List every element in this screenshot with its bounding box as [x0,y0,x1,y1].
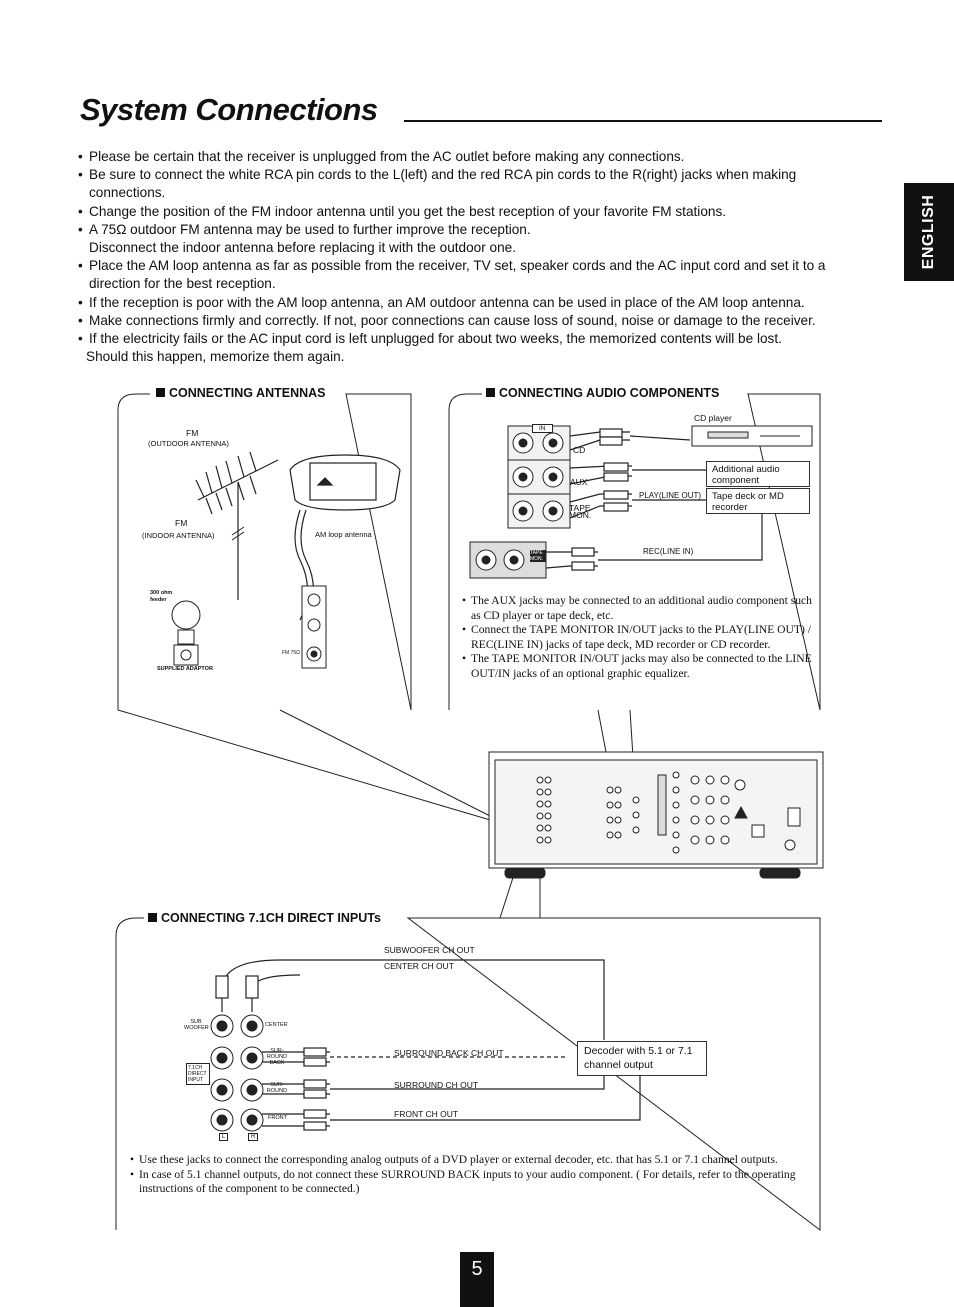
direct-notes [130,1153,798,1197]
surround-back-out-label: SURROUND BACK CH OUT [394,1048,504,1058]
zoom-line [280,710,502,822]
r-channel-label: R [248,1133,258,1141]
intro-bullet: • Be sure to connect the white RCA pin cords to the L(left) and the red RCA pin cords to the R(right) jacks when making connections. [78,166,868,202]
audio-jack-panel [470,426,570,578]
adaptor-label: SUPPLIED ADAPTOR [157,666,213,672]
play-line-out-label: PLAY(LINE OUT) [639,491,702,500]
fm-outdoor-sublabel: (OUTDOOR ANTENNA) [148,439,229,448]
sur-back-jack-label: SUR-ROUND BACK [266,1048,288,1066]
front-jack-label: FRONT [268,1115,287,1121]
subwoofer-out-label: SUBWOOFER CH OUT [384,945,475,955]
cd-jack-label: CD [573,445,586,455]
intro-bullet: • If the electricity fails or the AC input cord is left unplugged for about two weeks, the memorized contents will be lost. [78,330,868,348]
am-loop-label: AM loop antenna [315,530,372,539]
heading-text: CONNECTING ANTENNAS [169,386,326,400]
l-channel-label: L [219,1133,228,1141]
section-heading-antennas [152,386,329,400]
fm-indoor-label: FM [175,518,188,528]
front-out-label: FRONT CH OUT [394,1109,459,1119]
feeder-label: 300 ohm feeder [150,590,173,603]
decoder-box: Decoder with 5.1 or 7.1 channel output [577,1041,707,1076]
fm75-label: FM 75Ω [282,650,300,656]
direct-input-jacks [211,1015,263,1131]
audio-notes [462,594,812,682]
language-tab-label: ENGLISH [920,194,937,270]
tape-mon-out-label: TAPE MON. [530,550,546,562]
direct-note: • In case of 5.1 channel outputs, do not connect these SURROUND BACK inputs to your audio component. ( For details, refer to the operating instructions of the component to be connected.) [130,1168,798,1197]
audio-note: • Connect the TAPE MONITOR IN/OUT jacks to the PLAY(LINE OUT) / REC(LINE IN) jacks of tape deck, MD recorder or CD recorder. [462,623,812,652]
heading-square-icon [156,388,165,397]
additional-component-box: Additional audio component [706,461,810,487]
receiver-rear-illustration [489,752,823,878]
surround-jack-label: SUR-ROUND [266,1082,288,1094]
tape-mon-jack-label: TAPE MON. [569,503,592,520]
cd-player-label: CD player [694,413,732,423]
sub-woofer-jack-label: SUB WOOFER [184,1019,209,1031]
intro-bullet: • A 75Ω outdoor FM antenna may be used to further improve the reception. [78,221,868,239]
intro-bullet: • If the reception is poor with the AM loop antenna, an AM outdoor antenna can be used in place of the AM loop antenna. [78,294,868,312]
heading-text: CONNECTING 7.1CH DIRECT INPUTs [161,911,381,925]
intro-bullet-continuation: Should this happen, memorize them again. [86,349,345,365]
rec-line-in-label: REC(LINE IN) [643,547,694,556]
fm-indoor-sublabel: (INDOOR ANTENNA) [142,531,215,540]
audio-note: • The TAPE MONITOR IN/OUT jacks may also be connected to the LINE OUT/IN jacks of an optional graphic equalizer. [462,652,812,681]
section-heading-direct [144,911,385,925]
center-out-label: CENTER CH OUT [384,961,454,971]
aux-jack-label: AUX [570,477,588,487]
intro-bullet: • Place the AM loop antenna as far as possible from the receiver, TV set, speaker cords and the AC input cord and set it to a direction for the best reception. [78,257,868,293]
center-jack-label: CENTER [265,1022,288,1028]
page-title: System Connections [80,92,378,127]
antenna-terminal [302,586,326,668]
fm-outdoor-antenna [196,452,278,600]
feeder-wire [172,527,244,665]
heading-square-icon [148,913,157,922]
heading-square-icon [486,388,495,397]
zoom-line [118,710,497,822]
direct-input-label: 7.1CH DIRECT INPUT [186,1063,210,1085]
intro-bullet: • Please be certain that the receiver is unplugged from the AC outlet before making any connections. [78,148,868,166]
tape-deck-box: Tape deck or MD recorder [706,488,810,514]
intro-bullet: • Change the position of the FM indoor antenna until you get the best reception of your favorite FM stations. [78,203,868,221]
audio-note: • The AUX jacks may be connected to an additional audio component such as CD player or tape deck, etc. [462,594,812,623]
intro-bullet-continuation: Disconnect the indoor antenna before replacing it with the outdoor one. [89,240,516,256]
cd-player-illustration [692,426,812,446]
intro-bullet: • Make connections firmly and correctly. If not, poor connections can cause loss of sound, noise or damage to the receiver. [78,312,868,330]
surround-out-label: SURROUND CH OUT [394,1080,479,1090]
direct-note: • Use these jacks to connect the corresponding analog outputs of a DVD player or external decoder, etc. that has 5.1 or 7.1 channel outputs. [130,1153,798,1168]
fm-outdoor-label: FM [186,428,199,438]
heading-text: CONNECTING AUDIO COMPONENTS [499,386,720,400]
page-number: 5 [460,1252,494,1307]
section-heading-audio [482,386,723,400]
in-label: IN [532,424,553,433]
